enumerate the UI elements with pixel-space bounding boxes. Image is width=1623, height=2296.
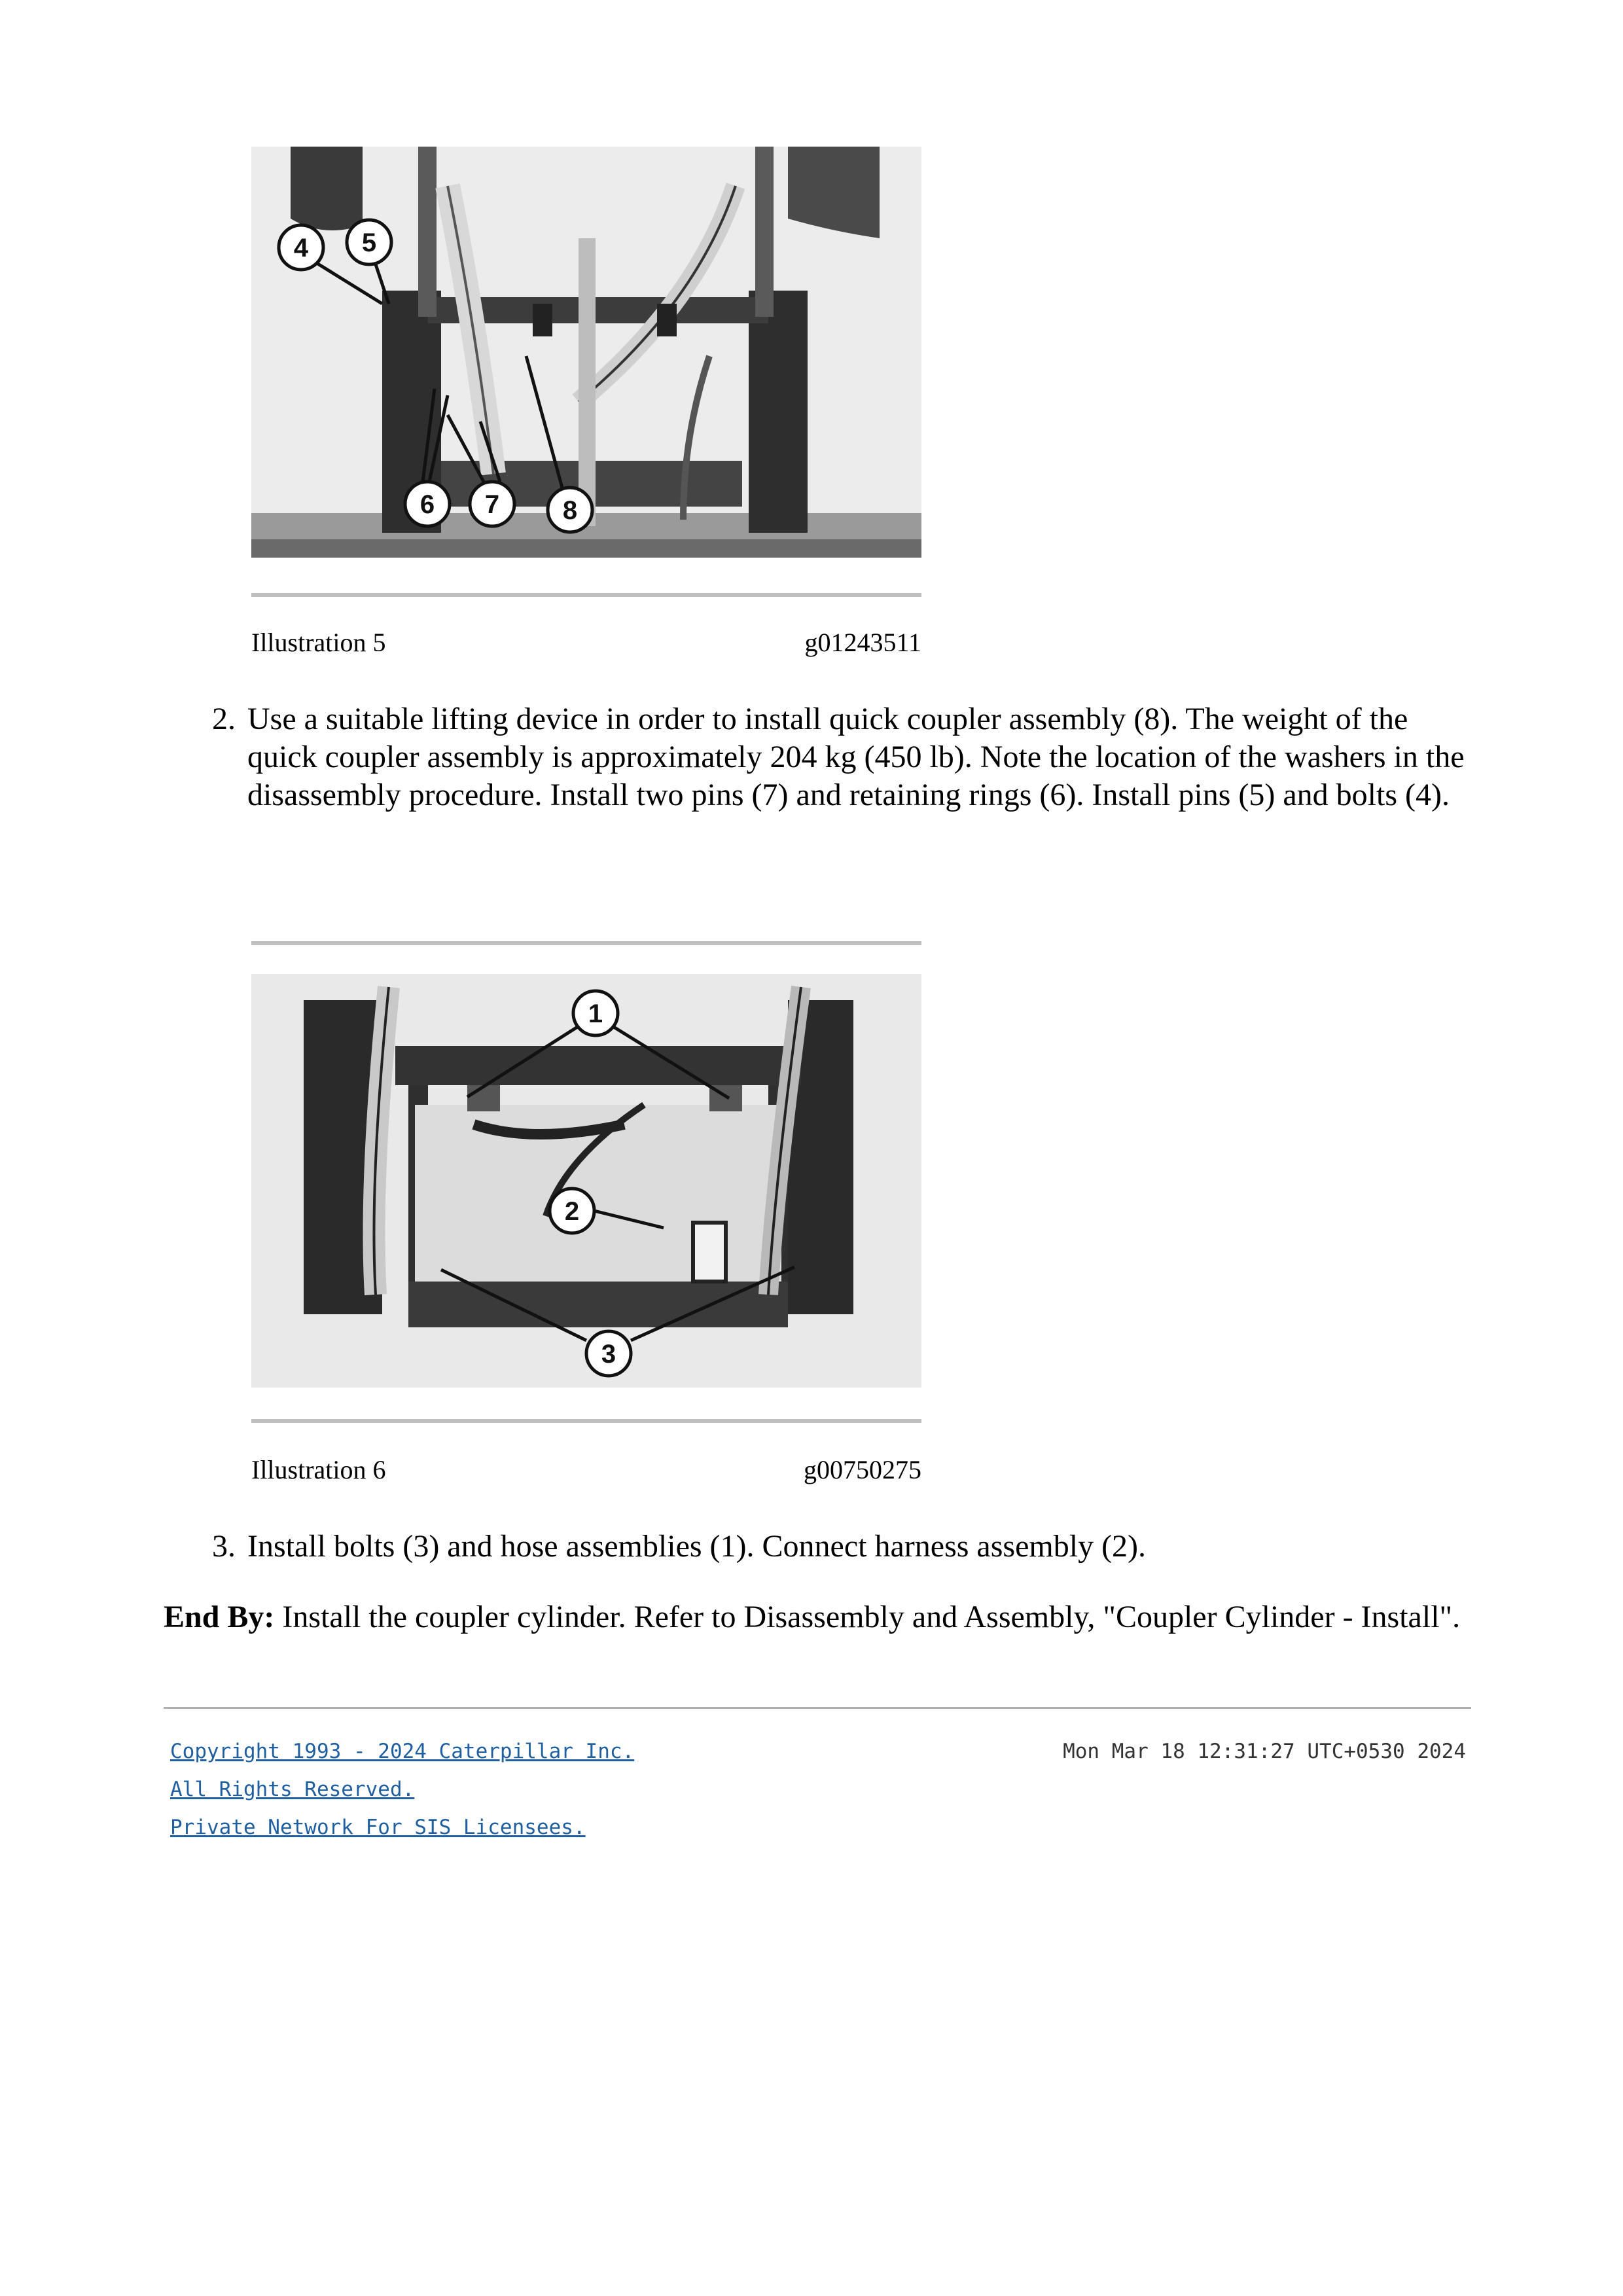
end-by-paragraph bbox=[164, 1598, 1472, 1636]
step-2-number: 2. bbox=[212, 702, 236, 736]
callout-7: 7 bbox=[484, 490, 500, 519]
illustration-5-caption bbox=[251, 627, 921, 658]
illustration-6-photo bbox=[251, 974, 921, 1388]
illustration-6-graphic-id: g00750275 bbox=[804, 1455, 921, 1484]
callout-3: 3 bbox=[601, 1340, 616, 1369]
callout-1: 1 bbox=[588, 999, 603, 1028]
footer-timestamp: Mon Mar 18 12:31:27 UTC+0530 2024 bbox=[1063, 1740, 1466, 1763]
figure-top-rule bbox=[251, 941, 921, 945]
copyright-link[interactable]: Copyright 1993 - 2024 Caterpillar Inc. bbox=[170, 1740, 635, 1763]
illustration-5-label: Illustration 5 bbox=[251, 628, 386, 657]
callout-8: 8 bbox=[562, 496, 578, 525]
illustration-5-photo bbox=[251, 147, 921, 558]
illustration-6-caption bbox=[251, 1454, 921, 1486]
illustration-5-graphic-id: g01243511 bbox=[804, 628, 921, 657]
network-link[interactable]: Private Network For SIS Licensees. bbox=[170, 1816, 586, 1839]
illustration-6-label: Illustration 6 bbox=[251, 1455, 386, 1484]
step-3-text: Install bolts (3) and hose assemblies (1). Connect harness assembly (2). bbox=[247, 1529, 1147, 1564]
callout-5: 5 bbox=[361, 228, 377, 257]
step-2-text: Use a suitable lifting device in order to install quick coupler assembly (8). The weight of the quick coupler assembly is approximately 204 kg (450 lb). Note the location of the washers in the disassembly procedure. Install two pins (7) and retaining rings (6). Install pins (5) and bolts (4). bbox=[247, 702, 1465, 812]
callout-2: 2 bbox=[564, 1197, 580, 1226]
callout-6: 6 bbox=[419, 490, 435, 519]
end-by-text: Install the coupler cylinder. Refer to Disassembly and Assembly, "Coupler Cylinder - Install". bbox=[274, 1600, 1461, 1634]
footer-network[interactable] bbox=[170, 1814, 586, 1840]
step-3-number: 3. bbox=[212, 1529, 236, 1564]
rights-link[interactable]: All Rights Reserved. bbox=[170, 1778, 415, 1801]
footer-copyright[interactable] bbox=[170, 1738, 634, 1765]
caption-rule bbox=[251, 1419, 921, 1423]
end-by-label: End By: bbox=[164, 1600, 275, 1634]
footer-divider bbox=[164, 1707, 1471, 1709]
footer-rights[interactable] bbox=[170, 1776, 414, 1803]
callout-4: 4 bbox=[293, 234, 309, 262]
caption-rule bbox=[251, 593, 921, 597]
